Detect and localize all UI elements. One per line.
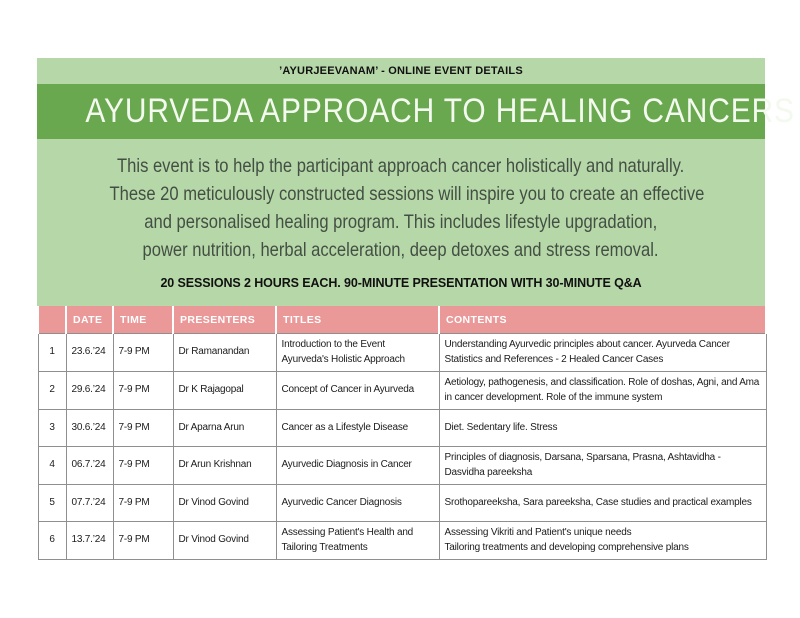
cell-contents: Aetiology, pathogenesis, and classification. Role of doshas, Agni, and Ama in cancer development. Role of the immune system xyxy=(439,372,766,410)
table-row xyxy=(38,410,766,447)
description-line-text: power nutrition, herbal acceleration, deep detoxes and stress removal. xyxy=(143,239,659,261)
cell-title: Concept of Cancer in Ayurveda xyxy=(276,372,439,410)
cell-contents: Principles of diagnosis, Darsana, Sparsana, Prasna, Ashtavidha - Dasvidha pareeksha xyxy=(439,447,766,485)
column-header-contents: CONTENTS xyxy=(439,306,766,334)
cell-presenter: Dr Arun Krishnan xyxy=(173,447,276,485)
table-row xyxy=(38,334,766,372)
description-line xyxy=(57,153,745,181)
cell-presenter: Dr Ramanandan xyxy=(173,334,276,372)
description-line-text: These 20 meticulously constructed sessions will inspire you to create an effective xyxy=(109,183,705,205)
description-line-text: and personalised healing program. This includes lifestyle upgradation, xyxy=(144,211,658,233)
cell-time: 7-9 PM xyxy=(113,334,173,372)
description-line xyxy=(57,209,745,237)
cell-presenter: Dr K Rajagopal xyxy=(173,372,276,410)
cell-date: 30.6.’24 xyxy=(66,410,113,447)
cell-session-number: 4 xyxy=(38,447,66,485)
cell-session-number: 2 xyxy=(38,372,66,410)
cell-time: 7-9 PM xyxy=(113,522,173,560)
sessions-note: 20 SESSIONS 2 HOURS EACH. 90-MINUTE PRESENTATION WITH 30-MINUTE Q&A xyxy=(160,276,642,290)
column-header-titles: TITLES xyxy=(276,306,439,334)
cell-presenter: Dr Aparna Arun xyxy=(173,410,276,447)
description-section xyxy=(37,139,765,306)
event-description xyxy=(57,153,745,265)
page-title-text: AYURVEDA APPROACH TO HEALING CANCERS xyxy=(85,92,795,130)
cell-session-number: 3 xyxy=(38,410,66,447)
cell-title: Ayurvedic Cancer Diagnosis xyxy=(276,485,439,522)
cell-time: 7-9 PM xyxy=(113,447,173,485)
cell-date: 13.7.’24 xyxy=(66,522,113,560)
table-row xyxy=(38,447,766,485)
cell-session-number: 5 xyxy=(38,485,66,522)
cell-time: 7-9 PM xyxy=(113,410,173,447)
cell-contents: Diet. Sedentary life. Stress xyxy=(439,410,766,447)
event-banner: ’AYURJEEVANAM’ - ONLINE EVENT DETAILS xyxy=(37,58,765,84)
description-line xyxy=(57,181,745,209)
description-line-text: This event is to help the participant approach cancer holistically and naturally. xyxy=(117,155,685,177)
column-header-date: DATE xyxy=(66,306,113,334)
column-header-presenters: PRESENTERS xyxy=(173,306,276,334)
cell-contents: Srothopareeksha, Sara pareeksha, Case studies and practical examples xyxy=(439,485,766,522)
cell-presenter: Dr Vinod Govind xyxy=(173,485,276,522)
description-line xyxy=(57,237,745,265)
table-body xyxy=(38,334,766,560)
cell-title: Ayurvedic Diagnosis in Cancer xyxy=(276,447,439,485)
cell-title: Introduction to the Event Ayurveda's Holistic Approach xyxy=(276,334,439,372)
sessions-table xyxy=(37,306,767,560)
cell-time: 7-9 PM xyxy=(113,372,173,410)
cell-date: 29.6.’24 xyxy=(66,372,113,410)
table-row xyxy=(38,522,766,560)
cell-session-number: 1 xyxy=(38,334,66,372)
cell-date: 07.7.’24 xyxy=(66,485,113,522)
cell-time: 7-9 PM xyxy=(113,485,173,522)
cell-contents: Understanding Ayurvedic principles about cancer. Ayurveda Cancer Statistics and References - 2 Healed Cancer Cases xyxy=(439,334,766,372)
cell-contents: Assessing Vikriti and Patient's unique needs Tailoring treatments and developing comprehensive plans xyxy=(439,522,766,560)
column-header-time: TIME xyxy=(113,306,173,334)
table-header-row xyxy=(38,306,766,334)
cell-presenter: Dr Vinod Govind xyxy=(173,522,276,560)
cell-date: 06.7.’24 xyxy=(66,447,113,485)
cell-session-number: 6 xyxy=(38,522,66,560)
event-flyer xyxy=(37,58,795,560)
table-row xyxy=(38,372,766,410)
table-row xyxy=(38,485,766,522)
cell-title: Cancer as a Lifestyle Disease xyxy=(276,410,439,447)
page-title xyxy=(37,84,795,139)
cell-title: Assessing Patient's Health and Tailoring Treatments xyxy=(276,522,439,560)
cell-date: 23.6.’24 xyxy=(66,334,113,372)
column-header-num xyxy=(38,306,66,334)
